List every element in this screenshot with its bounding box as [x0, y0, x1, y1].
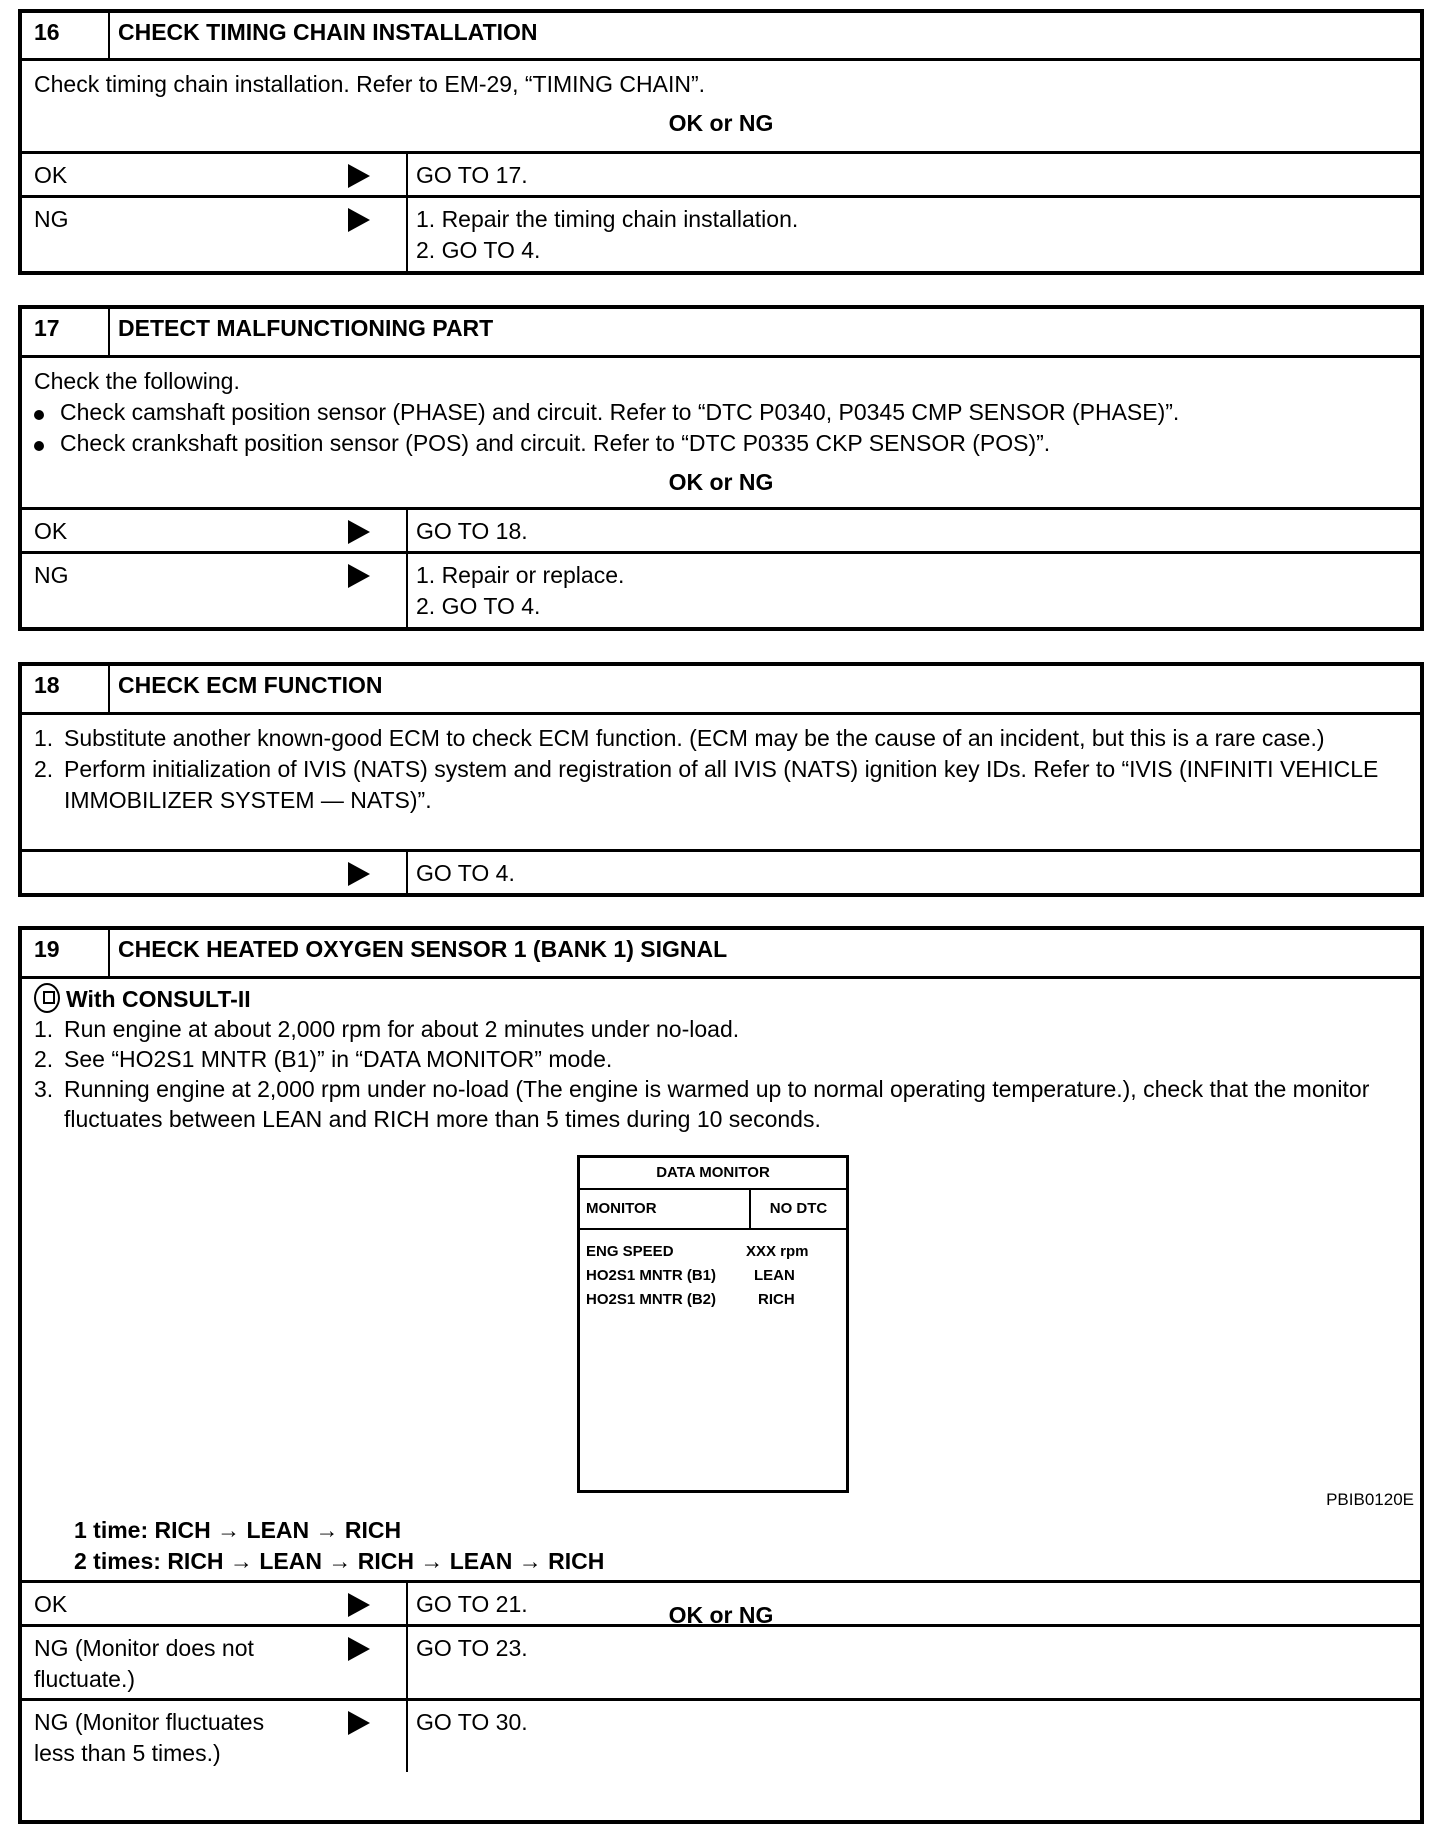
ok-or-ng-label: OK or NG [668, 110, 774, 136]
result-row-ng-few-fluctuations [22, 1698, 1420, 1772]
list-item: 2. Perform initialization of IVIS (NATS) system and registration of all IVIS (NATS) ignition key IDs. Refer to “IVIS (INFINITI VEHICLE IMMOBILIZER SYSTEM — NATS)”. [34, 756, 1379, 813]
step-number: 16 [22, 13, 110, 58]
step-number: 18 [22, 666, 110, 712]
monitor-header [580, 1190, 846, 1230]
arrow-right-icon [348, 564, 370, 588]
result-action: GO TO 4. [416, 860, 515, 886]
intro-text: Check the following. [34, 368, 240, 394]
result-action: 1. Repair or replace. [416, 562, 625, 588]
list-item: Check crankshaft position sensor (POS) and circuit. Refer to “DTC P0335 CKP SENSOR (POS)”. [34, 428, 1408, 459]
cycle-definitions: 1 time: RICH → LEAN → RICH 2 times: RICH → LEAN → RICH → LEAN → RICH [74, 1517, 605, 1574]
arrow-right-icon [348, 1637, 370, 1661]
consult-heading: With CONSULT-II [34, 983, 1408, 1014]
arrow-right-icon [348, 520, 370, 544]
list-item: 1. Run engine at about 2,000 rpm for about 2 minutes under no-load. [34, 1016, 740, 1042]
ok-or-ng-label: OK or NG [668, 1602, 774, 1628]
step-title: CHECK ECM FUNCTION [118, 672, 383, 698]
instruction-text: Check timing chain installation. Refer to EM-29, “TIMING CHAIN”. [34, 71, 706, 97]
arrow-right-icon [348, 164, 370, 188]
result-row-ng [22, 551, 1420, 627]
result-label: NG [34, 562, 69, 588]
monitor-row: ENG SPEED XXX rpm [586, 1243, 809, 1260]
list-item: Check camshaft position sensor (PHASE) and circuit. Refer to “DTC P0340, P0345 CMP SENSOR (PHASE)”. [34, 397, 1408, 428]
step-body [22, 358, 1420, 507]
dtc-status: NO DTC [769, 1200, 828, 1217]
result-row-ng-no-fluctuate [22, 1624, 1420, 1698]
arrow-right-icon [348, 1711, 370, 1735]
step-18-table [18, 662, 1424, 897]
list-item: 2. See “HO2S1 MNTR (B1)” in “DATA MONITOR” mode. [34, 1046, 613, 1072]
result-label: OK [34, 162, 68, 188]
arrow-right-icon [348, 862, 370, 886]
monitor-row: HO2S1 MNTR (B2) RICH [586, 1291, 795, 1308]
monitor-rows [580, 1230, 846, 1322]
result-label: OK [34, 518, 68, 544]
step-number: 19 [22, 930, 110, 976]
step-title: DETECT MALFUNCTIONING PART [118, 315, 494, 341]
step-body [22, 61, 1420, 151]
monitor-title: DATA MONITOR [580, 1158, 846, 1190]
monitor-column-label: MONITOR [580, 1190, 751, 1228]
list-item: 3. Running engine at 2,000 rpm under no-load (The engine is warmed up to normal operating temperature.), check that the monitor fluctuates between LEAN and RICH more than 5 times during 10 seconds. [34, 1076, 1370, 1132]
monitor-row: HO2S1 MNTR (B1) LEAN [586, 1267, 795, 1284]
result-action: 1. Repair the timing chain installation. [416, 206, 799, 232]
bullet-icon [34, 410, 44, 420]
step-16-table [18, 9, 1424, 275]
result-action: GO TO 23. [416, 1635, 528, 1661]
result-action: GO TO 17. [416, 162, 528, 188]
result-row-ok [22, 151, 1420, 195]
result-label: OK [34, 1591, 68, 1617]
list-item: 1. Substitute another known-good ECM to check ECM function. (ECM may be the cause of an incident, but this is a rare case.) [34, 725, 1325, 751]
step-body [22, 715, 1420, 849]
result-label: NG (Monitor does not fluctuate.) [34, 1635, 254, 1692]
step-number: 17 [22, 309, 110, 355]
result-row [22, 849, 1420, 893]
result-row-ng [22, 195, 1420, 271]
figure-code: PBIB0120E [1326, 1490, 1414, 1509]
procedure-list [34, 723, 1408, 816]
step-title: CHECK TIMING CHAIN INSTALLATION [118, 19, 538, 45]
step-17-table [18, 305, 1424, 631]
ok-or-ng-label: OK or NG [668, 469, 774, 495]
arrow-right-icon [348, 208, 370, 232]
result-label: NG (Monitor fluctuates less than 5 times.) [34, 1709, 265, 1766]
result-row-ok [22, 507, 1420, 551]
result-action: 2. GO TO 4. [416, 237, 541, 263]
result-label: NG [34, 206, 69, 232]
result-action: GO TO 30. [416, 1709, 528, 1735]
result-action: 2. GO TO 4. [416, 593, 541, 619]
procedure-list [34, 1014, 1408, 1134]
data-monitor-figure [577, 1155, 849, 1493]
result-action: GO TO 18. [416, 518, 528, 544]
result-action: GO TO 21. [416, 1591, 528, 1617]
step-title: CHECK HEATED OXYGEN SENSOR 1 (BANK 1) SIGNAL [118, 936, 728, 962]
consult-tool-icon [34, 983, 60, 1013]
check-list [34, 397, 1408, 459]
bullet-icon [34, 441, 44, 451]
